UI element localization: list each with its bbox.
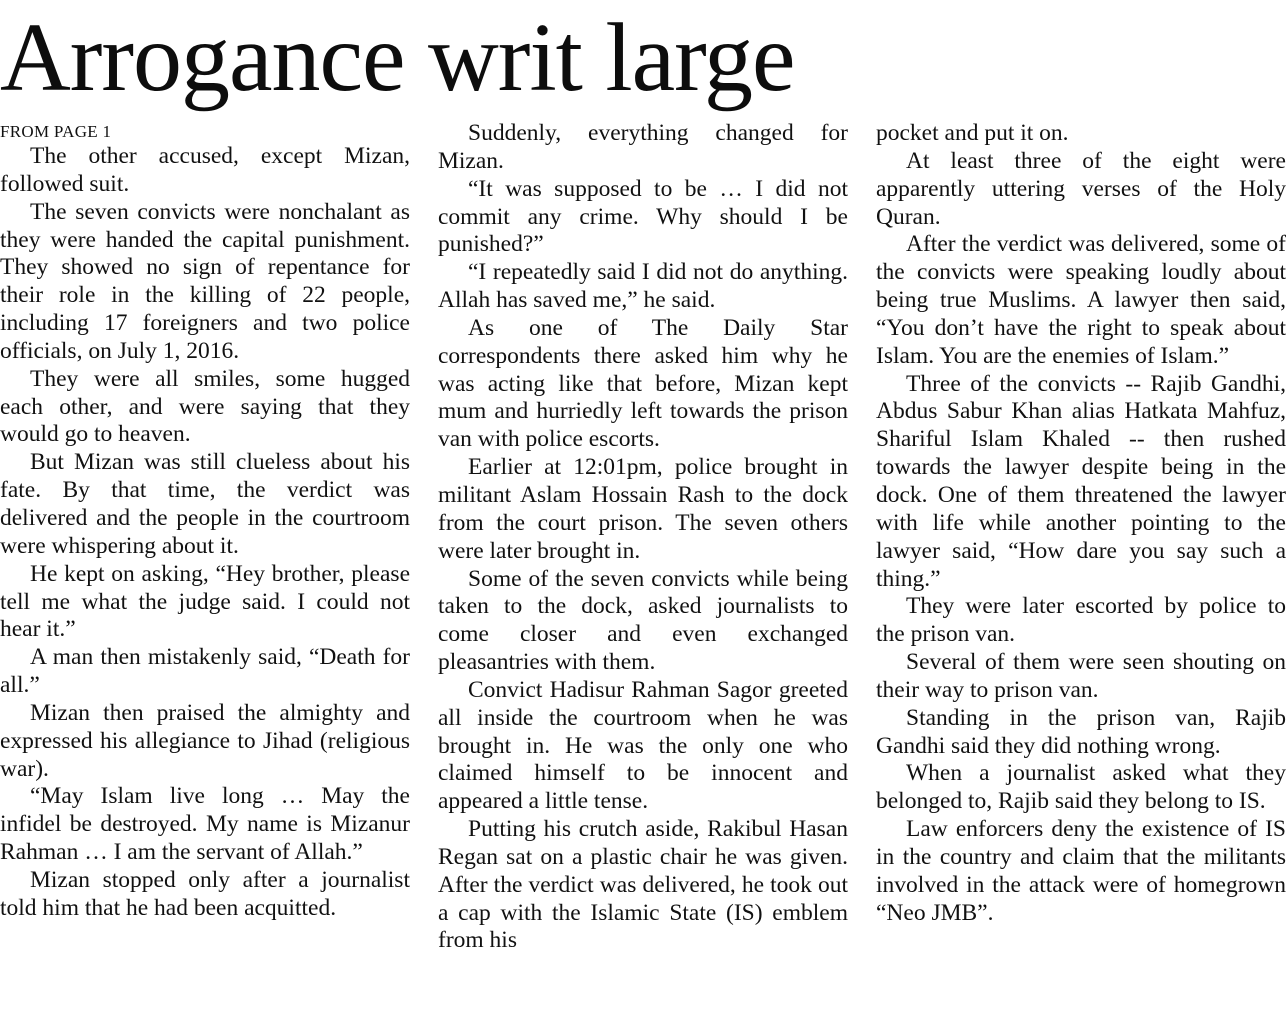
paragraph: “I repeatedly said I did not do anything. Allah has saved me,” he said.: [438, 259, 848, 314]
paragraph: They were all smiles, some hugged each other, and were saying that they would go to heaven.: [0, 365, 410, 448]
paragraph: At least three of the eight were apparently uttering verses of the Holy Quran.: [876, 147, 1286, 230]
paragraph: Mizan stopped only after a journalist told him that he had been acquitted.: [0, 866, 410, 921]
paragraph: Law enforcers deny the existence of IS in the country and claim that the militants involved in the attack were of homegrown “Neo JMB”.: [876, 816, 1286, 926]
headline: Arrogance writ large: [0, 4, 795, 112]
paragraph: Putting his crutch aside, Rakibul Hasan Regan sat on a plastic chair he was given. After the verdict was delivered, he took out a cap with the Islamic State (IS) emblem from his: [438, 816, 848, 954]
article-column-1: [0, 120, 410, 923]
paragraph: As one of The Daily Star correspondents there asked him why he was acting like that before, Mizan kept mum and hurriedly left towards the prison van with police escorts.: [438, 314, 848, 453]
paragraph: A man then mistakenly said, “Death for all.”: [0, 644, 410, 699]
paragraph: They were later escorted by police to the prison van.: [876, 593, 1286, 648]
paragraph: When a journalist asked what they belonged to, Rajib said they belong to IS.: [876, 760, 1286, 815]
continuation-kicker: FROM PAGE 1: [0, 122, 112, 141]
paragraph: Mizan then praised the almighty and expressed his allegiance to Jihad (religious war).: [0, 699, 410, 782]
paragraph: The other accused, except Mizan, followed suit.: [0, 143, 410, 197]
paragraph: Suddenly, everything changed for Mizan.: [438, 120, 848, 174]
paragraph: “May Islam live long … May the infidel be destroyed. My name is Mizanur Rahman … I am the servant of Allah.”: [0, 783, 410, 866]
paragraph: Three of the convicts -- Rajib Gandhi, Abdus Sabur Khan alias Hatkata Mahfuz, Shariful Islam Khaled -- then rushed towards the lawyer despite being in the dock. One of them threatened the lawyer with life while another pointing to the lawyer said, “How dare you say such a thing.”: [876, 370, 1286, 592]
paragraph: But Mizan was still clueless about his fate. By that time, the verdict was delivered and the people in the courtroom were whispering about it.: [0, 449, 410, 559]
paragraph: Standing in the prison van, Rajib Gandhi said they did nothing wrong.: [876, 704, 1286, 759]
paragraph: Some of the seven convicts while being taken to the dock, asked journalists to come closer and even exchanged pleasantries with them.: [438, 565, 848, 676]
paragraph: “It was supposed to be … I did not commit any crime. Why should I be punished?”: [438, 175, 848, 258]
paragraph: He kept on asking, “Hey brother, please tell me what the judge said. I could not hear it.”: [0, 560, 410, 643]
paragraph-continued: pocket and put it on.: [876, 120, 1069, 146]
article-column-2: [438, 120, 848, 955]
article-column-3: [876, 120, 1286, 927]
paragraph: Earlier at 12:01pm, police brought in militant Aslam Hossain Rash to the dock from the court prison. The seven others were later brought in.: [438, 454, 848, 564]
paragraph: The seven convicts were nonchalant as they were handed the capital punishment. They showed no sign of repentance for their role in the killing of 22 people, including 17 foreigners and two police officials, on July 1, 2016.: [0, 198, 410, 364]
paragraph: After the verdict was delivered, some of the convicts were speaking loudly about being true Muslims. A lawyer then said, “You don’t have the right to speak about Islam. You are the enemies of Islam.”: [876, 231, 1286, 369]
paragraph: Convict Hadisur Rahman Sagor greeted all inside the courtroom when he was brought in. He was the only one who claimed himself to be innocent and appeared a little tense.: [438, 676, 848, 815]
paragraph: Several of them were seen shouting on their way to prison van.: [876, 649, 1286, 703]
